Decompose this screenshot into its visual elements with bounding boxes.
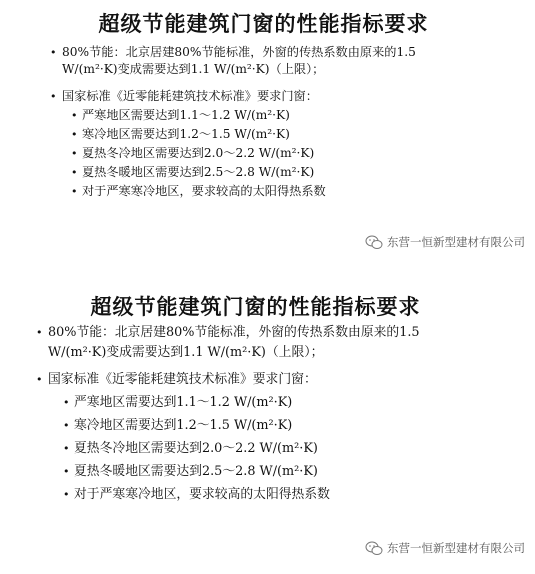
sub-bullet-solar-gain: • 对于严寒寒冷地区，要求较高的太阳得热系数 <box>74 485 330 505</box>
wechat-icon <box>365 541 383 556</box>
bullet-national-standard: • 国家标准《近零能耗建筑技术标准》要求门窗： <box>48 370 317 390</box>
sub-bullet-hot-summer-cold-winter: • 夏热冬冷地区需要达到2.0～2.2 W/(m²·K) <box>82 145 314 162</box>
slide-title: 超级节能建筑门窗的性能指标要求 <box>90 295 421 319</box>
slide-2 <box>0 287 535 574</box>
sub-bullet-solar-gain: • 对于严寒寒冷地区，要求较高的太阳得热系数 <box>82 183 326 200</box>
watermark-text: 东营一恒新型建材有限公司 <box>387 235 525 249</box>
sub-bullet-severe-cold: • 严寒地区需要达到1.1～1.2 W/(m²·K) <box>74 393 292 413</box>
watermark-text: 东营一恒新型建材有限公司 <box>387 541 525 555</box>
sub-bullet-hot-summer-cold-winter: • 夏热冬冷地区需要达到2.0～2.2 W/(m²·K) <box>74 439 318 459</box>
watermark <box>365 540 525 556</box>
slide-title: 超级节能建筑门窗的性能指标要求 <box>98 12 429 36</box>
sub-bullet-cold: • 寒冷地区需要达到1.2～1.5 W/(m²·K) <box>82 126 290 143</box>
sub-bullet-hot-summer-warm-winter: • 夏热冬暖地区需要达到2.5～2.8 W/(m²·K) <box>74 462 318 482</box>
watermark <box>365 234 525 250</box>
sub-bullet-severe-cold: • 严寒地区需要达到1.1～1.2 W/(m²·K) <box>82 107 290 124</box>
wechat-icon <box>365 235 383 250</box>
bullet-80-percent: • 80%节能：北京居建80%节能标准，外窗的传热系数由原来的1.5 <box>62 44 416 61</box>
bullet-80-percent-cont: W/(m²·K)变成需要达到1.1 W/(m²·K)（上限）； <box>62 62 325 76</box>
bullet-80-percent: • 80%节能：北京居建80%节能标准，外窗的传热系数由原来的1.5 <box>48 323 420 343</box>
bullet-80-percent-cont: W/(m²·K)变成需要达到1.1 W/(m²·K)（上限）； <box>48 345 324 360</box>
sub-bullet-cold: • 寒冷地区需要达到1.2～1.5 W/(m²·K) <box>74 416 292 436</box>
sub-bullet-hot-summer-warm-winter: • 夏热冬暖地区需要达到2.5～2.8 W/(m²·K) <box>82 164 314 181</box>
bullet-national-standard: • 国家标准《近零能耗建筑技术标准》要求门窗： <box>62 88 318 105</box>
